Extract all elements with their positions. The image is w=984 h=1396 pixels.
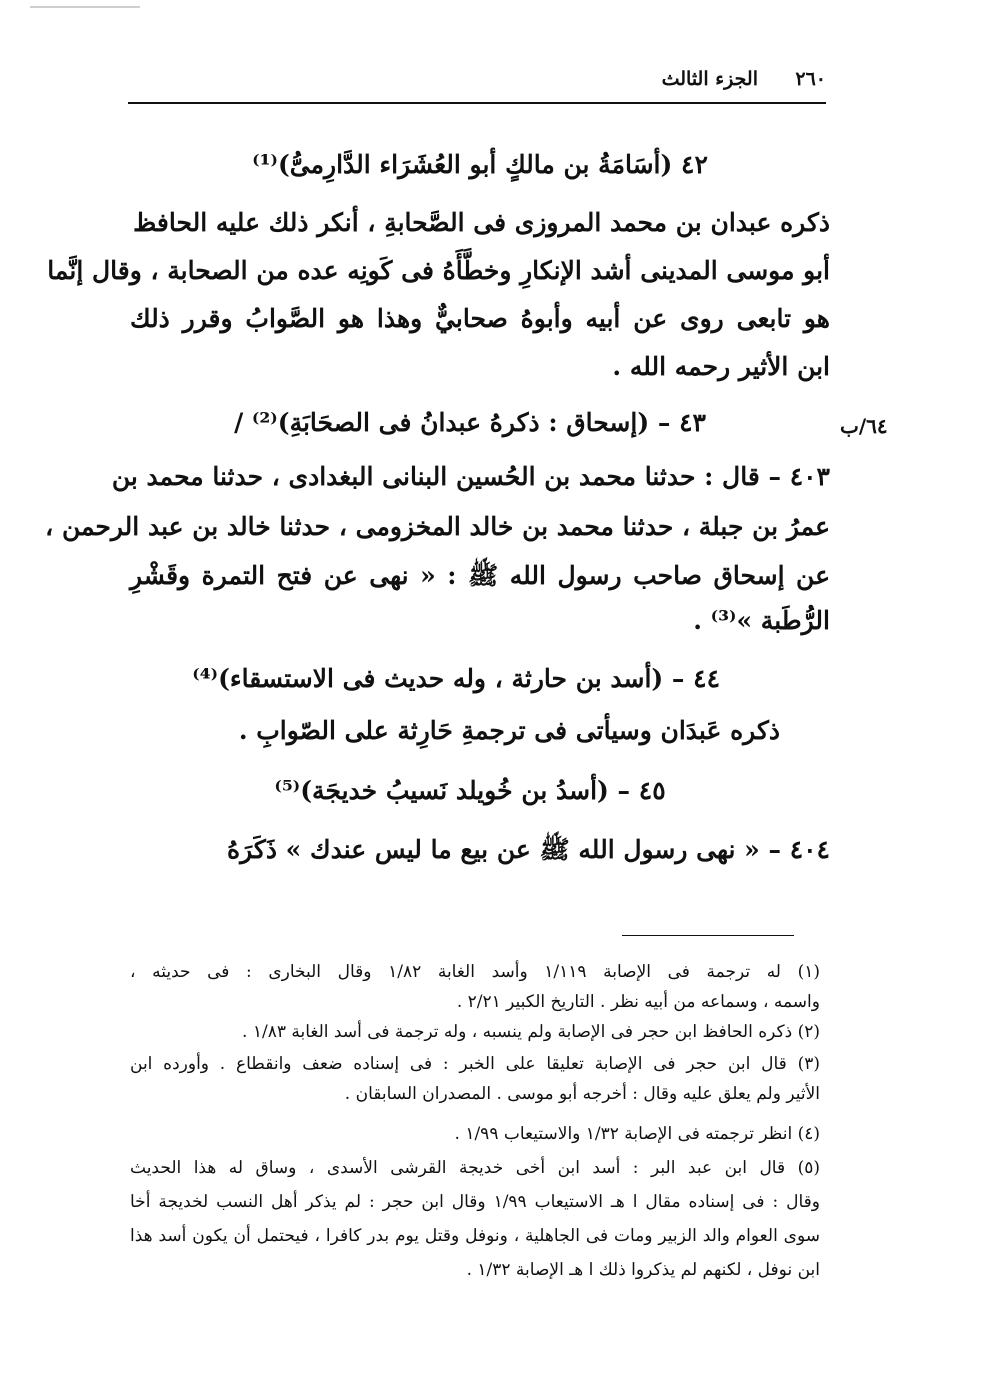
hadith-403-line: عن إسحاق صاحب رسول الله ﷺ : « نهى عن فتح التمرة وقَشْرِ bbox=[130, 561, 830, 590]
footnote-line: سوى العوام والد الزبير ومات فى الجاهلية ، ونوفل وقتل يوم بدر كافرا ، فيحتمل أن يكون أسد هذا bbox=[130, 1226, 820, 1246]
footnote-line: واسمه ، وسماعه من أبيه نظر . التاريخ الكبير ٢/٢١ . bbox=[456, 992, 820, 1012]
header-rule bbox=[128, 102, 826, 104]
page-header bbox=[128, 68, 826, 98]
hadith-403-line: عمرُ بن جبلة ، حدثنا محمد بن خالد المخزومى ، حدثنا خالد بن عبد الرحمن ، bbox=[45, 512, 830, 541]
body-line: ذكره عبدان بن محمد المروزى فى الصَّحابةِ ، أنكر ذلك عليه الحافظ bbox=[133, 208, 830, 237]
footnote-line: (٤) انظر ترجمته فى الإصابة ١/٣٢ والاستيعاب ١/٩٩ . bbox=[454, 1124, 820, 1144]
footnote-line: (١) له ترجمة فى الإصابة ١/١١٩ وأسد الغابة ١/٨٢ وقال البخارى : فى حديثه ، bbox=[130, 962, 820, 982]
entry-heading-42: ٤٢ (أسَامَةُ بن مالكٍ أبو العُشَرَاء الدَّارِمىُّ)⁽¹⁾ bbox=[252, 150, 708, 179]
footnote-line: (٣) قال ابن حجر فى الإصابة تعليقا على الخبر : فى إسناده ضعف وانقطاع . وأورده ابن bbox=[130, 1054, 820, 1074]
body-line: ذكره عَبدَان وسيأتى فى ترجمةِ حَارِثة على الصّوابِ . bbox=[238, 716, 780, 745]
body-line: ابن الأثير رحمه الله . bbox=[612, 352, 830, 381]
scan-artifact bbox=[30, 6, 140, 8]
footnote-line: وقال : فى إسناده مقال ا هـ الاستيعاب ١/٩٩ وقال ابن حجر : لم يذكر أهل النسب لخديجة أخا bbox=[130, 1192, 820, 1212]
hadith-403-line: ٤٠٣ – قال : حدثنا محمد بن الحُسين البنانى البغدادى ، حدثنا محمد بن bbox=[111, 462, 830, 491]
footnote-line: (٢) ذكره الحافظ ابن حجر فى الإصابة ولم ينسبه ، وله ترجمة فى أسد الغابة ١/٨٣ . bbox=[242, 1022, 820, 1042]
manuscript-folio-note: ٦٤/ب bbox=[840, 414, 888, 438]
footnote-line: (٥) قال ابن عبد البر : أسد ابن أخى خديجة القرشى الأسدى ، وساق له هذا الحديث bbox=[130, 1158, 820, 1178]
footnote-line: ابن نوفل ، لكنهم لم يذكروا ذلك ا هـ الإصابة ١/٣٢ . bbox=[466, 1260, 820, 1280]
footnote-line: الأثير ولم يعلق عليه وقال : أخرجه أبو موسى . المصدران السابقان . bbox=[344, 1084, 820, 1104]
entry-heading-43: ٤٣ – (إسحاق : ذكرهُ عبدانُ فى الصحَابَةِ)⁽²⁾ / bbox=[234, 408, 706, 437]
page-number: ٢٦٠ bbox=[795, 68, 826, 90]
footnote-rule bbox=[622, 935, 794, 936]
hadith-404-line: ٤٠٤ – « نهى رسول الله ﷺ عن بيع ما ليس عندك » ذَكَرَهُ bbox=[227, 835, 830, 864]
entry-heading-44: ٤٤ – (أسد بن حارثة ، وله حديث فى الاستسقاء)⁽⁴⁾ bbox=[192, 664, 720, 693]
running-title: الجزء الثالث bbox=[661, 68, 758, 90]
hadith-403-line: الرُّطَبة »⁽³⁾ . bbox=[693, 606, 830, 635]
body-line: أبو موسى المدينى أشد الإنكارِ وخطَّأَهُ فى كَونِه عده من الصحابة ، وقال إنَّما bbox=[47, 256, 830, 285]
body-line: هو تابعى روى عن أبيه وأبوهُ صحابيٌّ وهذا هو الصَّوابُ وقرر ذلك bbox=[130, 304, 830, 333]
entry-heading-45: ٤٥ – (أسدُ بن خُويلد نَسيبُ خديجَة)⁽⁵⁾ bbox=[274, 776, 666, 805]
